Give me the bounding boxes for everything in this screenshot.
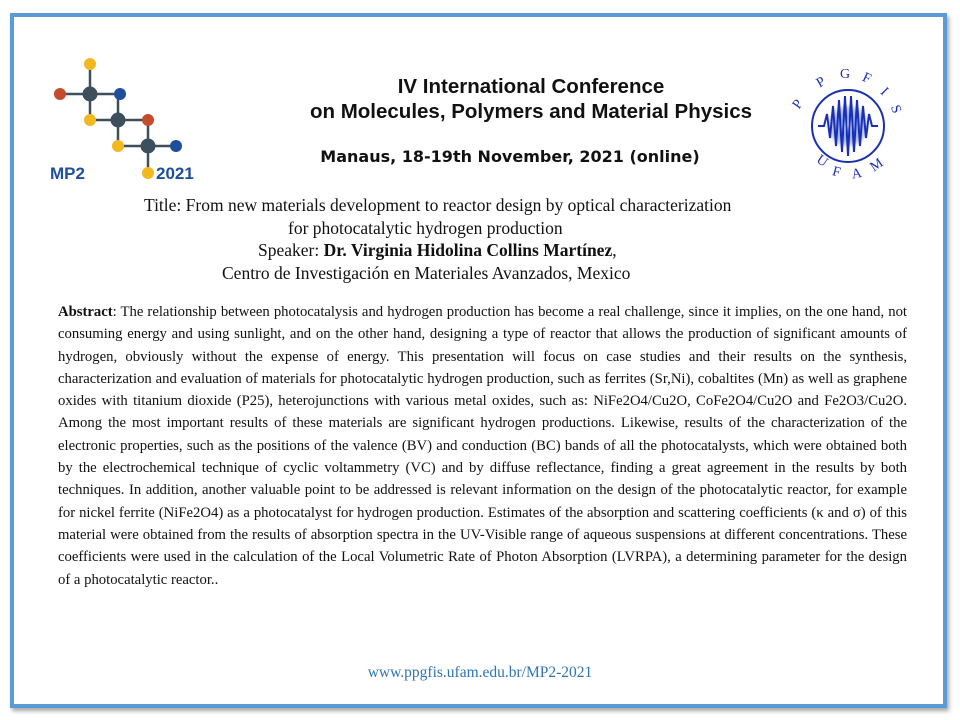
svg-text:A: A <box>850 166 864 183</box>
svg-text:G: G <box>840 67 851 82</box>
svg-text:U: U <box>813 152 831 171</box>
mp2-molecule-logo <box>48 52 198 184</box>
svg-text:P: P <box>789 97 807 113</box>
svg-text:P: P <box>814 74 829 92</box>
abstract-label: Abstract <box>58 304 113 320</box>
speaker-affiliation: Centro de Investigación en Materiales Avanzados, Mexico <box>222 262 631 283</box>
conference-title-line1: IV International Conference <box>397 75 665 98</box>
conference-title-line2: on Molecules, Polymers and Material Physics <box>309 100 753 123</box>
speaker-suffix: , <box>612 240 617 260</box>
logo-label: MP2 <box>50 164 85 183</box>
logo-year: 2021 <box>156 164 194 183</box>
svg-text:M: M <box>867 155 887 176</box>
conference-title <box>186 74 876 124</box>
speaker-name: Dr. Virginia Hidolina Collins Martínez <box>323 240 613 260</box>
abstract <box>58 301 907 591</box>
svg-text:F: F <box>830 164 842 181</box>
talk-title-line2: for photocatalytic hydrogen production <box>288 217 563 238</box>
svg-text:I: I <box>876 84 891 99</box>
conference-url-link[interactable]: www.ppgfis.ufam.edu.br/MP2-2021 <box>367 664 593 681</box>
talk-info <box>140 194 880 284</box>
svg-text:F: F <box>859 70 874 88</box>
svg-text:S: S <box>886 103 904 116</box>
speaker-label: Speaker: <box>258 240 320 260</box>
conference-date-location: Manaus, 18-19th November, 2021 (online) <box>320 147 700 166</box>
title-label: Title: <box>144 195 182 215</box>
abstract-text: : The relationship between photocatalysis and hydrogen production has become a real challenge, since it implies, on the one hand, not consuming energy and using sunlight, and on the other hand, designing a type of reactor that allows the production of significant amounts of hydrogen, obviously without the expense of energy. This presentation will focus on case studies and their results on the synthesis, characterization and evaluation of materials for photocatalytic hydrogen production, such as ferrites (Sr,Ni), cobaltites (Mn) as well as graphene oxides with titanium dioxide (P25), heterojunctions with various metal oxides, such as: NiFe2O4/Cu2O, CoFe2O4/Cu2O and Fe2O3/Cu2O. Among the most important results of these materials are significant hydrogen productions. Likewise, results of the characterization of the electronic properties, such as the positions of the valence (BV) and conduction (BC) bands of all the photocatalysts, which were obtained both by the electrochemical technique of cyclic voltammetry (VC) and by diffuse reflectance, finding a great agreement in the results by both techniques. In addition, another valuable point to be addressed is relevant information on the design of the photocatalytic reactor, for example for nickel ferrite (NiFe2O4) as a photocatalyst for hydrogen production. Estimates of the absorption and scattering coefficients (κ and σ) of this material were obtained from the results of absorption spectra in the UV-Visible range of aqueous suspensions at different concentrations. These coefficients were used in the calculation of the Local Volumetric Rate of Photon Absorption (LVRPA), a determining parameter for the design of a photocatalytic reactor.. <box>58 304 907 588</box>
ppgfis-ufam-logo <box>789 66 926 184</box>
talk-title-line1: From new materials development to reactor design by optical characterization <box>185 195 732 215</box>
